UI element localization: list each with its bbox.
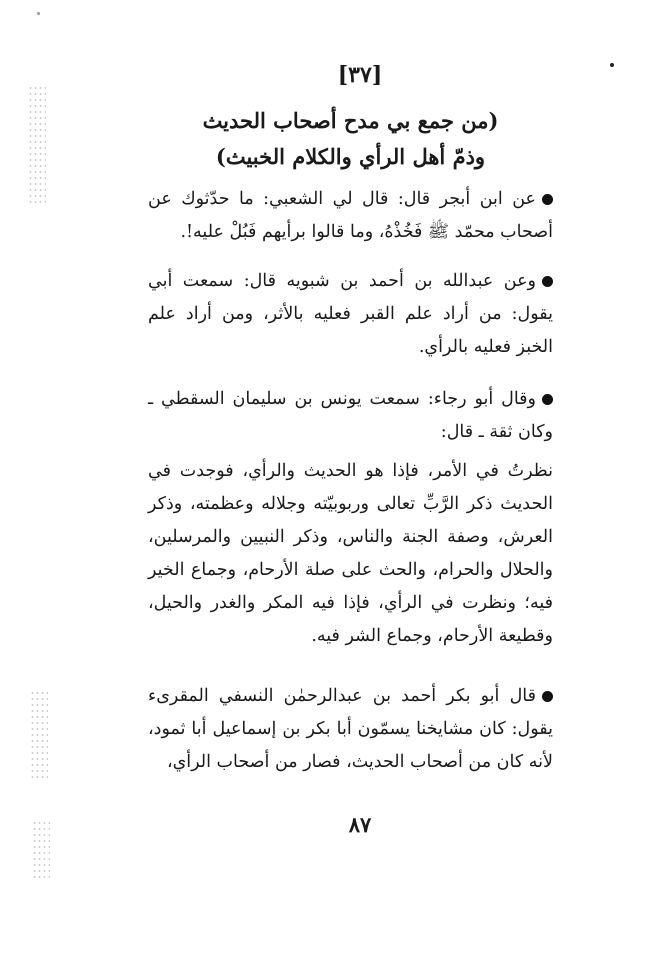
paragraph-text: وقال أبو رجاء: سمعت يونس بن سليمان السقطي ـ وكان ثقة ـ قال: xyxy=(148,389,553,442)
bullet-icon xyxy=(542,394,553,405)
paragraph xyxy=(148,183,553,249)
paragraph-text: وعن عبدالله بن أحمد بن شبويه قال: سمعت أبي يقول: من أراد علم القبر فعليه بالأثر، ومن أراد علم الخبز فعليه بالرأي. xyxy=(148,271,553,357)
paragraph-text: نظرتُ في الأمر، فإذا هو الحديث والرأي، فوجدت في الحديث ذكر الرَّبِّ تعالى وربوبيّته وجلاله وعظمته، وذكر العرش، وصفة الجنة والناس، وذكر النبيين والمرسلين، والحلال والحرام، والحث على صلة الأرحام، وجماع الخير فيه؛ ونظرت في الرأي، فإذا فيه المكر والغدر والحيل، وقطيعة الأرحام، وجماع الشر فيه. xyxy=(148,461,553,646)
bullet-icon xyxy=(542,194,553,205)
scan-edge-noise xyxy=(28,85,46,205)
paragraph xyxy=(148,383,553,449)
paragraph xyxy=(148,265,553,364)
paragraph-text: عن ابن أبجر قال: قال لي الشعبي: ما حدّثوك عن أصحاب محمّد ﷺ فَخُذْهُ، وما قالوا برأيهم فَبُلْ عليه!. xyxy=(148,189,553,242)
chapter-title-line-1: (من جمع بي مدح أصحاب الحديث xyxy=(202,108,499,133)
page-number: ٨٧ xyxy=(348,812,372,837)
paragraph xyxy=(148,455,553,653)
paragraph-text: قال أبو بكر أحمد بن عبدالرحمٰن النسفي المقرىء يقول: كان مشايخنا يسمّون أبا بكر بن إسماعيل أبا ثمود، لأنه كان من أصحاب الحديث، فصار من أصحاب الرأي، xyxy=(148,686,553,772)
scan-edge-noise xyxy=(32,820,50,880)
bullet-icon xyxy=(542,276,553,287)
paragraph xyxy=(148,680,553,779)
scan-speck xyxy=(37,12,40,15)
chapter-number: [٣٧] xyxy=(337,62,383,88)
scan-edge-noise xyxy=(30,690,48,780)
scan-speck xyxy=(610,63,614,67)
bullet-icon xyxy=(542,691,553,702)
chapter-title-line-2: وذمّ أهل الرأي والكلام الخبيث) xyxy=(215,144,486,169)
